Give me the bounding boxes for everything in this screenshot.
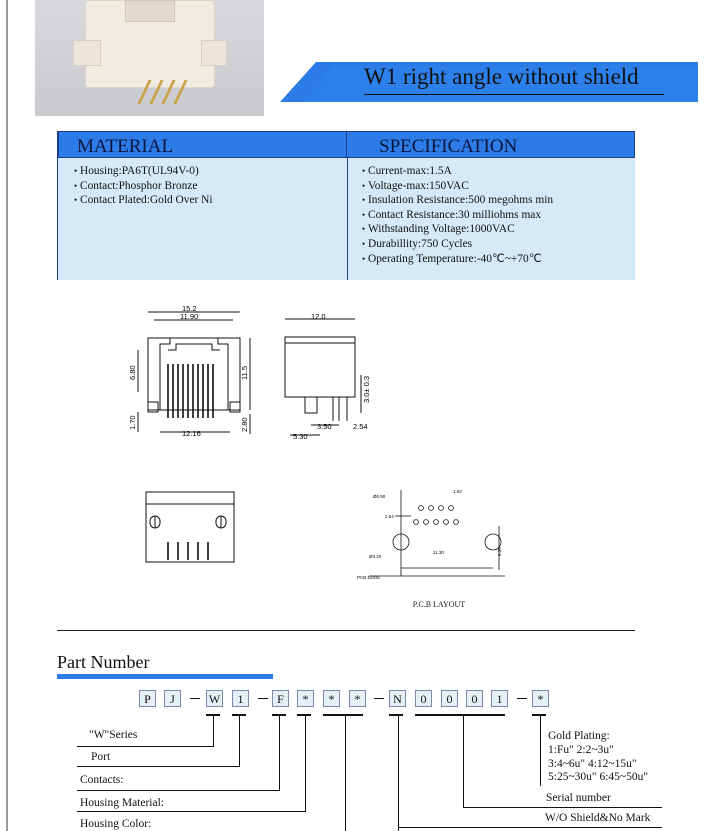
code-box: N bbox=[389, 690, 406, 707]
dim-pitch-b: 2.54 bbox=[353, 422, 368, 431]
pcb-layout-drawing bbox=[355, 486, 505, 586]
leader-line bbox=[77, 790, 280, 791]
side-view-drawing bbox=[275, 305, 385, 445]
code-underline bbox=[389, 714, 403, 716]
front-view-drawing bbox=[130, 300, 260, 450]
dim-h-total: 11.5 bbox=[240, 365, 249, 380]
pcb-caption: P.C.B LAYOUT bbox=[412, 600, 466, 609]
code-box: * bbox=[349, 690, 366, 707]
housing-ear-left bbox=[73, 40, 101, 66]
label-housing-material: Housing Material: bbox=[80, 797, 164, 809]
code-box: W bbox=[206, 690, 223, 707]
specification-column bbox=[347, 158, 635, 280]
code-underline bbox=[532, 714, 546, 716]
code-box: * bbox=[323, 690, 340, 707]
dim-pcb-pitch: 1.02 bbox=[453, 489, 462, 494]
code-box: 0 bbox=[415, 690, 432, 707]
leader-line bbox=[213, 716, 214, 746]
code-box: 0 bbox=[441, 690, 458, 707]
dim-pcb-span: 11.30 bbox=[433, 550, 444, 555]
code-underline bbox=[323, 714, 363, 716]
spec-item: • Voltage-max:150VAC bbox=[362, 179, 635, 194]
part-number-underline bbox=[57, 674, 273, 679]
code-box: F bbox=[272, 690, 289, 707]
leader-line bbox=[279, 716, 280, 790]
gold-plating-line: 1:Fu" 2:2~3u" bbox=[548, 743, 614, 756]
gold-plating-legend bbox=[548, 730, 648, 785]
dim-h-inner: 6.80 bbox=[128, 365, 137, 380]
dim-side-width: 12.0 bbox=[311, 312, 326, 321]
dim-pitch-a: 3.50 bbox=[317, 422, 332, 431]
label-contacts: Contacts: bbox=[80, 774, 124, 786]
material-column bbox=[58, 158, 347, 280]
leader-line bbox=[239, 716, 240, 766]
product-photo bbox=[35, 0, 264, 116]
code-underline bbox=[297, 714, 311, 716]
leader-line bbox=[540, 716, 541, 786]
dim-pcb-vert: 2.54 bbox=[385, 514, 394, 519]
left-margin-rule bbox=[6, 0, 8, 831]
label-shield: W/O Shield&No Mark bbox=[545, 812, 651, 824]
spec-item: • Contact Resistance:30 milliohms max bbox=[362, 208, 635, 223]
title-banner bbox=[280, 62, 698, 102]
label-port: Port bbox=[91, 751, 111, 763]
leader-line bbox=[345, 716, 346, 831]
leader-line bbox=[463, 716, 464, 808]
housing-ear-right bbox=[201, 40, 227, 66]
part-number-title: Part Number bbox=[57, 652, 150, 672]
dim-w-inner: 11.90 bbox=[180, 312, 199, 321]
leader-line bbox=[305, 716, 306, 811]
specification-header: SPECIFICATION bbox=[346, 131, 635, 158]
code-dash bbox=[374, 698, 384, 699]
code-box: 1 bbox=[232, 690, 249, 707]
code-box: J bbox=[164, 690, 181, 707]
dim-w-pins: 12.16 bbox=[182, 429, 201, 438]
leader-line bbox=[77, 746, 214, 747]
dim-w-outer: 15.2 bbox=[182, 304, 197, 313]
leader-line bbox=[77, 811, 306, 812]
label-serial: Serial number bbox=[546, 792, 611, 804]
spec-item: • Operating Temperature:-40℃~+70℃ bbox=[362, 252, 635, 267]
dim-mount-hole: Ø3.20 bbox=[369, 554, 382, 559]
spec-item: • Durabillity:750 Cycles bbox=[362, 237, 635, 252]
pcb-edge-label: PCB EDGE bbox=[357, 575, 381, 580]
code-dash bbox=[190, 698, 200, 699]
spec-table bbox=[57, 131, 635, 280]
code-box: * bbox=[532, 690, 549, 707]
gold-plating-line: 5:25~30u" 6:45~50u" bbox=[548, 771, 649, 784]
leader-line bbox=[463, 807, 662, 808]
dim-h-pins: 2.80 bbox=[240, 417, 249, 432]
code-box: P bbox=[139, 690, 156, 707]
spec-item: • Withstanding Voltage:1000VAC bbox=[362, 222, 635, 237]
spec-item: • Current-max:1.5A bbox=[362, 164, 635, 179]
dim-h-base: 1.70 bbox=[128, 415, 137, 430]
banner-title: W1 right angle without shield bbox=[364, 64, 639, 89]
code-underline bbox=[415, 714, 505, 716]
code-dash bbox=[258, 698, 268, 699]
bottom-contacts bbox=[168, 542, 208, 560]
dim-offset: 5.30 bbox=[293, 432, 308, 441]
dim-hole: Ø0.90 bbox=[373, 494, 386, 499]
material-item: • Housing:PA6T(UL94V-0) bbox=[74, 164, 347, 179]
code-box: 0 bbox=[466, 690, 483, 707]
gold-plating-line: 3:4~6u" 4:12~15u" bbox=[548, 757, 637, 770]
bottom-view-drawing bbox=[140, 488, 240, 563]
code-dash bbox=[517, 698, 527, 699]
material-item: • Contact:Phosphor Bronze bbox=[74, 179, 347, 194]
spec-item: • Insulation Resistance:500 megohms min bbox=[362, 193, 635, 208]
gold-plating-line: Gold Plating: bbox=[548, 730, 610, 742]
banner-underline bbox=[364, 94, 664, 95]
leader-line bbox=[77, 766, 240, 767]
material-item: • Contact Plated:Gold Over Ni bbox=[74, 193, 347, 208]
code-box: 1 bbox=[491, 690, 508, 707]
dim-edge: 6.30 bbox=[497, 547, 502, 556]
label-series: "W"Series bbox=[89, 729, 138, 741]
connector-slot bbox=[125, 0, 175, 22]
leader-line bbox=[398, 716, 399, 831]
section-divider bbox=[57, 630, 635, 631]
dim-pin-len: 3.0± 0.3 bbox=[362, 375, 371, 403]
code-box: * bbox=[297, 690, 314, 707]
leader-line bbox=[398, 827, 662, 828]
material-header: MATERIAL bbox=[58, 131, 347, 158]
label-housing-color: Housing Color: bbox=[80, 818, 152, 830]
